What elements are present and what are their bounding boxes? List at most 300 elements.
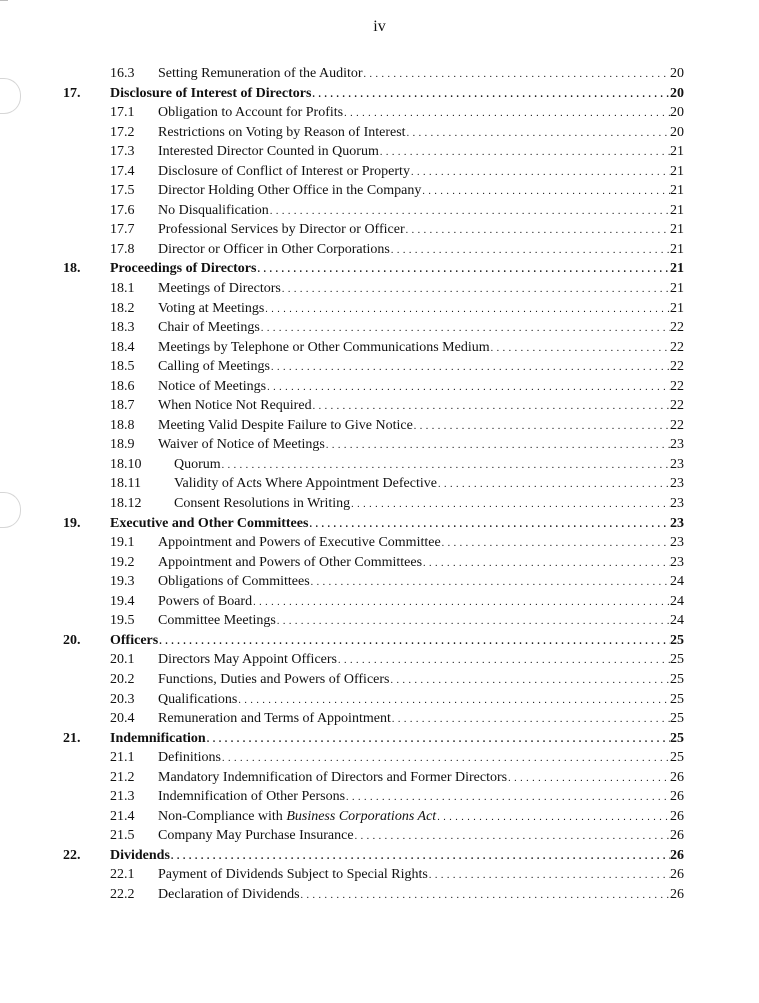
toc-entry-row[interactable] [0, 201, 759, 221]
dot-leader [437, 808, 670, 828]
toc-entry-leader-line [158, 807, 670, 828]
toc-entry-page: 26 [670, 867, 684, 883]
toc-entry-title [158, 611, 277, 631]
toc-entry-leader-line [158, 103, 670, 124]
toc-entry-leader-line [158, 318, 670, 339]
toc-entry-title [158, 787, 346, 807]
dot-leader [271, 358, 670, 378]
toc-entry-title [174, 494, 351, 514]
toc-entry-leader-line [158, 64, 670, 85]
toc-entry-number: 20.4 [110, 711, 135, 727]
toc-entry-leader-line [158, 181, 670, 202]
toc-entry-row[interactable] [0, 748, 759, 768]
dot-leader [238, 691, 670, 711]
toc-entry-leader-line [158, 201, 670, 222]
toc-entry-row[interactable] [0, 338, 759, 358]
toc-entry-leader-line [158, 611, 670, 632]
toc-entry-leader-line [110, 729, 670, 750]
toc-entry-title [158, 748, 222, 768]
toc-entry-page: 20 [670, 85, 684, 101]
toc-entry-row[interactable] [0, 768, 759, 788]
toc-entry-page: 23 [670, 476, 684, 492]
toc-entry-title-text: Setting Remuneration of the Auditor [158, 66, 363, 81]
toc-entry-number: 17.6 [110, 202, 135, 218]
toc-entry-row[interactable] [0, 377, 759, 397]
toc-entry-leader-line [158, 220, 670, 241]
toc-entry-number: 18.3 [110, 320, 135, 336]
toc-entry-title-text: Meetings by Telephone or Other Communications Medium [158, 339, 490, 355]
toc-entry-title-text: Dividends [110, 847, 170, 863]
toc-entry-title-text: Quorum [174, 456, 221, 472]
toc-entry-leader-line [110, 259, 670, 280]
toc-entry-row[interactable] [0, 709, 759, 729]
toc-entry-title [158, 377, 267, 397]
toc-entry-title [158, 279, 282, 299]
toc-entry-leader-line [158, 885, 670, 906]
toc-entry-row[interactable] [0, 826, 759, 846]
toc-entry-title-text: No Disqualification [158, 202, 269, 218]
toc-entry-title [158, 318, 261, 338]
toc-entry-title [158, 220, 406, 240]
toc-entry-title [158, 553, 423, 573]
dot-leader [265, 300, 670, 320]
toc-entry-page: 20 [670, 124, 684, 140]
toc-entry-row[interactable] [0, 650, 759, 670]
dot-leader [159, 632, 670, 652]
dot-leader [406, 221, 670, 241]
toc-entry-title-text: Company May Purchase Insurance [158, 828, 354, 844]
dot-leader [423, 554, 670, 574]
toc-entry-number: 18.9 [110, 437, 135, 453]
toc-entry-page: 21 [670, 163, 684, 179]
toc-entry-page: 22 [670, 378, 684, 394]
toc-entry-page: 26 [670, 828, 684, 844]
dot-leader [267, 378, 670, 398]
toc-entry-title [174, 474, 438, 494]
toc-entry-title-text: Voting at Meetings [158, 300, 265, 316]
toc-entry-leader-line [158, 435, 670, 456]
toc-entry-row[interactable] [0, 455, 759, 475]
toc-entry-leader-line [110, 846, 670, 867]
toc-entry-page: 25 [670, 671, 684, 687]
toc-entry-number: 21.4 [110, 808, 135, 824]
toc-entry-row[interactable] [0, 357, 759, 377]
toc-entry-row[interactable] [0, 396, 759, 416]
toc-entry-number: 17.4 [110, 163, 135, 179]
toc-entry-row[interactable] [0, 181, 759, 201]
dot-leader [270, 202, 670, 222]
toc-entry-title [158, 435, 326, 455]
toc-entry-number: 18.2 [110, 300, 135, 316]
toc-entry-leader-line [110, 514, 670, 535]
toc-entry-number: 17.2 [110, 124, 135, 140]
toc-entry-leader-line [158, 142, 670, 163]
toc-entry-leader-line [110, 84, 670, 105]
toc-entry-number: 17.5 [110, 183, 135, 199]
toc-entry-leader-line [158, 416, 670, 437]
toc-entry-number: 20.1 [110, 652, 135, 668]
toc-entry-title-text: Functions, Duties and Powers of Officers [158, 671, 390, 687]
toc-entry-number: 17.8 [110, 241, 135, 257]
dot-leader [407, 124, 670, 144]
toc-entry-row[interactable] [0, 240, 759, 260]
toc-entry-title-text: Declaration of Dividends [158, 886, 300, 902]
toc-entry-title-text: Disclosure of Conflict of Interest or Property [158, 163, 410, 179]
toc-entry-page: 20 [670, 66, 684, 81]
toc-entry-number: 21. [63, 730, 81, 746]
toc-entry-row[interactable] [0, 494, 759, 514]
toc-entry-row[interactable] [0, 318, 759, 338]
toc-entry-title-text: Interested Director Counted in Quorum [158, 144, 379, 160]
toc-entry-title-text: Calling of Meetings [158, 359, 270, 375]
dot-leader [346, 788, 670, 808]
toc-entry-title-text: Powers of Board [158, 593, 253, 609]
toc-entry-page: 21 [670, 300, 684, 316]
toc-entry-page: 23 [670, 515, 684, 531]
toc-entry-number: 20. [63, 632, 81, 648]
toc-entry-number: 17.7 [110, 222, 135, 238]
toc-section-row[interactable] [0, 729, 759, 749]
toc-entry-page: 23 [670, 496, 684, 512]
dot-leader [391, 241, 670, 261]
toc-entry-leader-line [158, 826, 670, 847]
toc-entry-row[interactable] [0, 865, 759, 885]
toc-entry-row[interactable] [0, 592, 759, 612]
toc-entry-title [110, 631, 159, 651]
toc-entry-page: 21 [670, 241, 684, 257]
toc-entry-title-text: Notice of Meetings [158, 378, 267, 394]
toc-entry-row[interactable] [0, 64, 759, 84]
toc-entry-title [158, 807, 437, 827]
toc-entry-page: 22 [670, 417, 684, 433]
toc-entry-row[interactable] [0, 142, 759, 162]
toc-entry-page: 26 [670, 808, 684, 824]
toc-entry-number: 22.2 [110, 886, 135, 902]
toc-entry-page: 25 [670, 632, 684, 648]
toc-entry-page: 21 [670, 261, 684, 277]
toc-entry-title-text: Remuneration and Terms of Appointment [158, 711, 391, 727]
dot-leader [380, 143, 670, 163]
toc-entry-number: 22. [63, 847, 81, 863]
dot-leader [355, 827, 670, 847]
toc-entry-title [158, 690, 238, 710]
toc-entry-leader-line [158, 299, 670, 320]
toc-section-row[interactable] [0, 631, 759, 651]
dot-leader [222, 749, 670, 769]
toc-entry-title-text: Chair of Meetings [158, 320, 260, 336]
toc-entry-title [158, 162, 411, 182]
dot-leader [351, 495, 670, 515]
toc-entry-title [158, 885, 301, 905]
toc-entry-title-text: Director Holding Other Office in the Company [158, 183, 422, 199]
toc-entry-page: 23 [670, 437, 684, 453]
toc-entry-number: 21.5 [110, 828, 135, 844]
toc-entry-title [158, 201, 270, 221]
toc-entry-page: 24 [670, 593, 684, 609]
dot-leader [391, 671, 671, 691]
toc-entry-number: 19.3 [110, 574, 135, 590]
toc-entry-title-text: Disclosure of Interest of Directors [110, 85, 312, 101]
toc-entry-number: 21.2 [110, 769, 135, 785]
toc-entry-page: 22 [670, 398, 684, 414]
toc-entry-title-text: Officers [110, 632, 159, 648]
dot-leader [282, 280, 670, 300]
toc-entry-leader-line [158, 865, 670, 886]
toc-entry-number: 20.3 [110, 691, 135, 707]
toc-entry-title [158, 670, 391, 690]
toc-entry-page: 23 [670, 535, 684, 551]
toc-entry-number: 18.5 [110, 359, 135, 375]
toc-entry-title [110, 259, 257, 279]
dot-leader [392, 710, 670, 730]
toc-entry-row[interactable] [0, 299, 759, 319]
table-of-contents [0, 64, 759, 905]
dot-leader [508, 769, 670, 789]
toc-entry-row[interactable] [0, 416, 759, 436]
toc-entry-title [158, 123, 407, 143]
toc-entry-title-text: Indemnification [110, 730, 206, 746]
toc-entry-number: 16.3 [110, 66, 135, 81]
toc-entry-leader-line [158, 357, 670, 378]
toc-entry-page: 26 [670, 886, 684, 902]
toc-entry-number: 18.12 [110, 496, 142, 512]
toc-entry-number: 19.5 [110, 613, 135, 629]
toc-entry-row[interactable] [0, 533, 759, 553]
toc-entry-page: 25 [670, 750, 684, 766]
toc-entry-title [158, 64, 364, 84]
toc-entry-title-text: Directors May Appoint Officers [158, 652, 337, 668]
toc-entry-page: 25 [670, 691, 684, 707]
toc-entry-leader-line [158, 240, 670, 261]
toc-entry-row[interactable] [0, 807, 759, 827]
toc-entry-title [158, 826, 355, 846]
toc-entry-row[interactable] [0, 279, 759, 299]
toc-entry-number: 18.11 [110, 476, 141, 492]
toc-entry-leader-line [158, 162, 670, 183]
toc-entry-number: 17.3 [110, 144, 135, 160]
toc-entry-title-italic: Business Corporations Act [286, 808, 437, 824]
dot-leader [438, 475, 670, 495]
dot-leader [326, 436, 670, 456]
dot-leader [222, 456, 670, 476]
toc-entry-title-text: Restrictions on Voting by Reason of Interest [158, 124, 406, 140]
toc-entry-title [158, 396, 313, 416]
toc-entry-title-text: Definitions [158, 750, 221, 766]
toc-entry-leader-line [158, 533, 670, 554]
toc-entry-page: 21 [670, 202, 684, 218]
dot-leader [261, 319, 670, 339]
toc-entry-leader-line [158, 748, 670, 769]
dot-leader [414, 417, 670, 437]
toc-entry-title [158, 103, 344, 123]
toc-entry-number: 19.2 [110, 554, 135, 570]
toc-entry-title-text: Professional Services by Director or Officer [158, 222, 405, 238]
toc-entry-page: 20 [670, 105, 684, 121]
toc-entry-page: 25 [670, 730, 684, 746]
toc-entry-leader-line [158, 787, 670, 808]
toc-entry-number: 21.1 [110, 750, 135, 766]
toc-entry-title [158, 240, 391, 260]
toc-entry-title [158, 650, 338, 670]
toc-entry-title [158, 572, 311, 592]
page-number: iv [373, 18, 386, 35]
dot-leader [344, 104, 670, 124]
toc-entry-title-text: When Notice Not Required [158, 398, 312, 414]
toc-entry-title-text: Proceedings of Directors [110, 261, 257, 277]
toc-entry-number: 19.4 [110, 593, 135, 609]
toc-entry-page: 26 [670, 847, 684, 863]
dot-leader [491, 339, 670, 359]
toc-entry-page: 24 [670, 613, 684, 629]
toc-entry-leader-line [158, 572, 670, 593]
toc-entry-row[interactable] [0, 474, 759, 494]
toc-entry-page: 26 [670, 789, 684, 805]
dot-leader [277, 612, 670, 632]
toc-entry-page: 23 [670, 456, 684, 472]
toc-entry-title [174, 455, 222, 475]
dot-leader [171, 847, 670, 867]
toc-entry-row[interactable] [0, 690, 759, 710]
dot-leader [338, 651, 670, 671]
toc-entry-number: 18.4 [110, 339, 135, 355]
toc-entry-row[interactable] [0, 162, 759, 182]
toc-entry-leader-line [158, 650, 670, 671]
toc-entry-title [158, 181, 422, 201]
dot-leader [411, 163, 670, 183]
toc-entry-page: 26 [670, 769, 684, 785]
dot-leader [253, 593, 670, 613]
dot-leader [207, 730, 670, 750]
toc-section-row[interactable] [0, 84, 759, 104]
toc-entry-row[interactable] [0, 670, 759, 690]
dot-leader [257, 260, 670, 280]
toc-entry-title [158, 142, 380, 162]
dot-leader [313, 397, 670, 417]
dot-leader [422, 182, 670, 202]
toc-entry-leader-line [174, 455, 670, 476]
toc-entry-leader-line [158, 690, 670, 711]
toc-entry-number: 19.1 [110, 535, 135, 551]
toc-entry-number: 19. [63, 515, 81, 531]
toc-entry-row[interactable] [0, 553, 759, 573]
toc-entry-title [158, 338, 491, 358]
toc-entry-title [158, 592, 253, 612]
toc-entry-row[interactable] [0, 123, 759, 143]
toc-section-row[interactable] [0, 514, 759, 534]
toc-entry-title-text: Non-Compliance with [158, 808, 287, 824]
toc-entry-row[interactable] [0, 572, 759, 592]
toc-entry-title [158, 416, 414, 436]
toc-entry-leader-line [158, 592, 670, 613]
toc-entry-row[interactable] [0, 885, 759, 905]
toc-entry-title-text: Waiver of Notice of Meetings [158, 437, 325, 453]
toc-entry-title-text: Qualifications [158, 691, 238, 707]
toc-entry-title-text: Payment of Dividends Subject to Special Rights [158, 867, 428, 883]
toc-entry-title [158, 709, 392, 729]
toc-entry-title-text: Indemnification of Other Persons [158, 789, 346, 805]
toc-entry-leader-line [158, 709, 670, 730]
toc-entry-number: 22.1 [110, 867, 135, 883]
toc-entry-title-text: Appointment and Powers of Other Committees [158, 554, 423, 570]
dot-leader [429, 866, 670, 886]
toc-entry-leader-line [174, 494, 670, 515]
toc-entry-number: 18.10 [110, 456, 142, 472]
dot-leader [442, 534, 670, 554]
toc-entry-title-text: Meetings of Directors [158, 281, 281, 297]
toc-entry-number: 18.8 [110, 417, 135, 433]
toc-entry-page: 21 [670, 144, 684, 160]
toc-entry-page: 22 [670, 339, 684, 355]
toc-entry-title [110, 514, 309, 534]
toc-entry-page: 21 [670, 281, 684, 297]
toc-entry-page: 22 [670, 320, 684, 336]
toc-entry-leader-line [110, 631, 670, 652]
toc-entry-leader-line [158, 279, 670, 300]
toc-entry-title [158, 865, 429, 885]
toc-entry-number: 18.6 [110, 378, 135, 394]
toc-entry-row[interactable] [0, 435, 759, 455]
toc-entry-title [158, 357, 271, 377]
toc-entry-title-text: Meeting Valid Despite Failure to Give Notice [158, 417, 413, 433]
toc-entry-page: 21 [670, 222, 684, 238]
toc-entry-row[interactable] [0, 220, 759, 240]
toc-entry-page: 23 [670, 554, 684, 570]
toc-entry-title-text: Committee Meetings [158, 613, 276, 629]
toc-entry-title [110, 846, 171, 866]
toc-entry-leader-line [174, 474, 670, 495]
dot-leader [311, 573, 670, 593]
toc-section-row[interactable] [0, 259, 759, 279]
toc-entry-page: 25 [670, 652, 684, 668]
toc-entry-title-text: Obligation to Account for Profits [158, 105, 344, 121]
dot-leader [301, 886, 670, 906]
toc-entry-title-text: Appointment and Powers of Executive Committee [158, 535, 441, 551]
toc-entry-leader-line [158, 553, 670, 574]
scan-mark [0, 0, 8, 1]
toc-entry-title-text: Executive and Other Committees [110, 515, 309, 531]
toc-entry-title [158, 768, 508, 788]
toc-entry-row[interactable] [0, 103, 759, 123]
toc-entry-leader-line [158, 768, 670, 789]
toc-entry-title [110, 729, 207, 749]
dot-leader [312, 85, 670, 105]
toc-entry-title-text: Consent Resolutions in Writing [174, 496, 351, 512]
toc-entry-leader-line [158, 377, 670, 398]
toc-entry-page: 24 [670, 574, 684, 590]
toc-entry-leader-line [158, 338, 670, 359]
toc-entry-title-text: Validity of Acts Where Appointment Defective [174, 476, 437, 492]
toc-entry-leader-line [158, 123, 670, 144]
toc-entry-title [158, 533, 442, 553]
toc-entry-number: 17. [63, 85, 81, 101]
toc-entry-title [110, 84, 312, 104]
toc-entry-row[interactable] [0, 611, 759, 631]
toc-entry-number: 17.1 [110, 105, 135, 121]
toc-entry-number: 18.7 [110, 398, 135, 414]
toc-entry-title-text: Director or Officer in Other Corporations [158, 241, 390, 257]
toc-entry-page: 21 [670, 183, 684, 199]
toc-section-row[interactable] [0, 846, 759, 866]
toc-entry-number: 21.3 [110, 789, 135, 805]
toc-entry-leader-line [158, 670, 670, 691]
toc-entry-row[interactable] [0, 787, 759, 807]
toc-entry-number: 18.1 [110, 281, 135, 297]
toc-entry-number: 18. [63, 261, 81, 277]
toc-entry-number: 20.2 [110, 671, 135, 687]
toc-entry-title-text: Mandatory Indemnification of Directors and Former Directors [158, 769, 508, 785]
toc-entry-leader-line [158, 396, 670, 417]
dot-leader [364, 65, 670, 85]
